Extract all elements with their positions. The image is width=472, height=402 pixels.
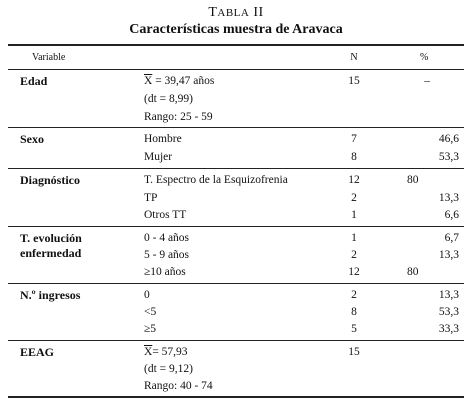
- row-evolucion-c2-pct: 13,3: [438, 249, 459, 261]
- mean-symbol: $\overline{X}$: [144, 346, 153, 358]
- row-evolucion-c3: ≥10 años: [144, 266, 186, 278]
- row-ingresos-c2: <5: [144, 306, 157, 318]
- row-sexo-mujer-n: 8: [351, 151, 357, 163]
- row-diagnostico-c3: Otros TT: [144, 209, 187, 221]
- bottom-rule: [8, 396, 464, 398]
- header-pct: %: [420, 52, 429, 63]
- row-diagnostico-c1-pct: 80: [407, 174, 419, 186]
- row-diagnostico-c1-n: 12: [348, 174, 360, 186]
- row-diagnostico-c1: T. Espectro de la Esquizofrenia: [144, 174, 288, 186]
- row-sexo-hombre-pct: 46,6: [438, 133, 459, 145]
- row-diagnostico-c3-pct: 6,6: [444, 209, 459, 221]
- row-ingresos-c1-pct: 13,3: [438, 289, 459, 301]
- row-ingresos-c2-pct: 53,3: [438, 306, 459, 318]
- row-sexo-hombre-n: 7: [351, 133, 357, 145]
- row-eeag-label: EEAG: [20, 345, 55, 359]
- row-ingresos-c3: ≥5: [144, 323, 157, 335]
- row-edad-n: 15: [348, 75, 360, 87]
- row-divider: [8, 168, 464, 169]
- row-divider: [8, 340, 464, 341]
- row-eeag-n: 15: [348, 346, 360, 358]
- row-edad-label: Edad: [20, 74, 48, 88]
- row-evolucion-c3-n: 12: [348, 266, 360, 278]
- row-edad-sd: (dt = 8,99): [144, 93, 193, 105]
- row-evolucion-c3-pct: 80: [407, 266, 419, 278]
- row-edad-range: Rango: 25 - 59: [144, 111, 213, 123]
- caption-label-number: II: [253, 5, 264, 20]
- row-evolucion-c1-pct: 6,7: [444, 232, 459, 244]
- row-diagnostico-c2-n: 2: [351, 192, 357, 204]
- caption-label-rest: ABLA: [217, 7, 250, 19]
- row-eeag-mean-value: = 57,93: [152, 346, 188, 358]
- row-sexo-hombre: Hombre: [144, 133, 182, 145]
- row-evolucion-c2: 5 - 9 años: [144, 249, 190, 261]
- mean-symbol: $\overline{X}$: [144, 75, 153, 87]
- row-evolucion-label-line1: T. evolución: [20, 231, 82, 245]
- row-evolucion-c2-n: 2: [351, 249, 357, 261]
- row-sexo-mujer-pct: 53,3: [438, 151, 459, 163]
- row-edad-pct: –: [424, 75, 430, 87]
- row-ingresos-c3-n: 5: [351, 323, 357, 335]
- row-ingresos-label: N.º ingresos: [20, 288, 81, 302]
- row-divider: [8, 226, 464, 227]
- row-ingresos-c1: 0: [144, 289, 150, 301]
- table-title: Características muestra de Aravaca: [129, 22, 343, 37]
- row-ingresos-c2-n: 8: [351, 306, 357, 318]
- row-sexo-mujer: Mujer: [144, 151, 173, 163]
- header-rule: [8, 69, 464, 70]
- row-divider: [8, 127, 464, 128]
- row-eeag-sd: (dt = 9,12): [144, 363, 193, 375]
- row-eeag-mean: [144, 344, 188, 360]
- caption-label-initial: T: [208, 5, 218, 20]
- top-rule: [8, 44, 464, 46]
- row-evolucion-label-line2: enfermedad: [20, 246, 82, 260]
- header-variable: Variable: [32, 52, 66, 63]
- row-edad-mean: [144, 73, 214, 89]
- row-divider: [8, 283, 464, 284]
- row-diagnostico-c2-pct: 13,3: [438, 192, 459, 204]
- table-caption-label: [0, 5, 472, 21]
- row-eeag-range: Rango: 40 - 74: [144, 380, 213, 392]
- row-evolucion-c1-n: 1: [351, 232, 357, 244]
- row-diagnostico-label: Diagnóstico: [20, 173, 80, 187]
- row-evolucion-c1: 0 - 4 años: [144, 232, 190, 244]
- row-ingresos-c3-pct: 33,3: [438, 323, 459, 335]
- row-diagnostico-c3-n: 1: [351, 209, 357, 221]
- header-n: N: [350, 52, 358, 63]
- row-sexo-label: Sexo: [20, 132, 44, 146]
- row-diagnostico-c2: TP: [144, 192, 158, 204]
- row-ingresos-c1-n: 2: [351, 289, 357, 301]
- row-edad-mean-value: = 39,47 años: [152, 75, 215, 87]
